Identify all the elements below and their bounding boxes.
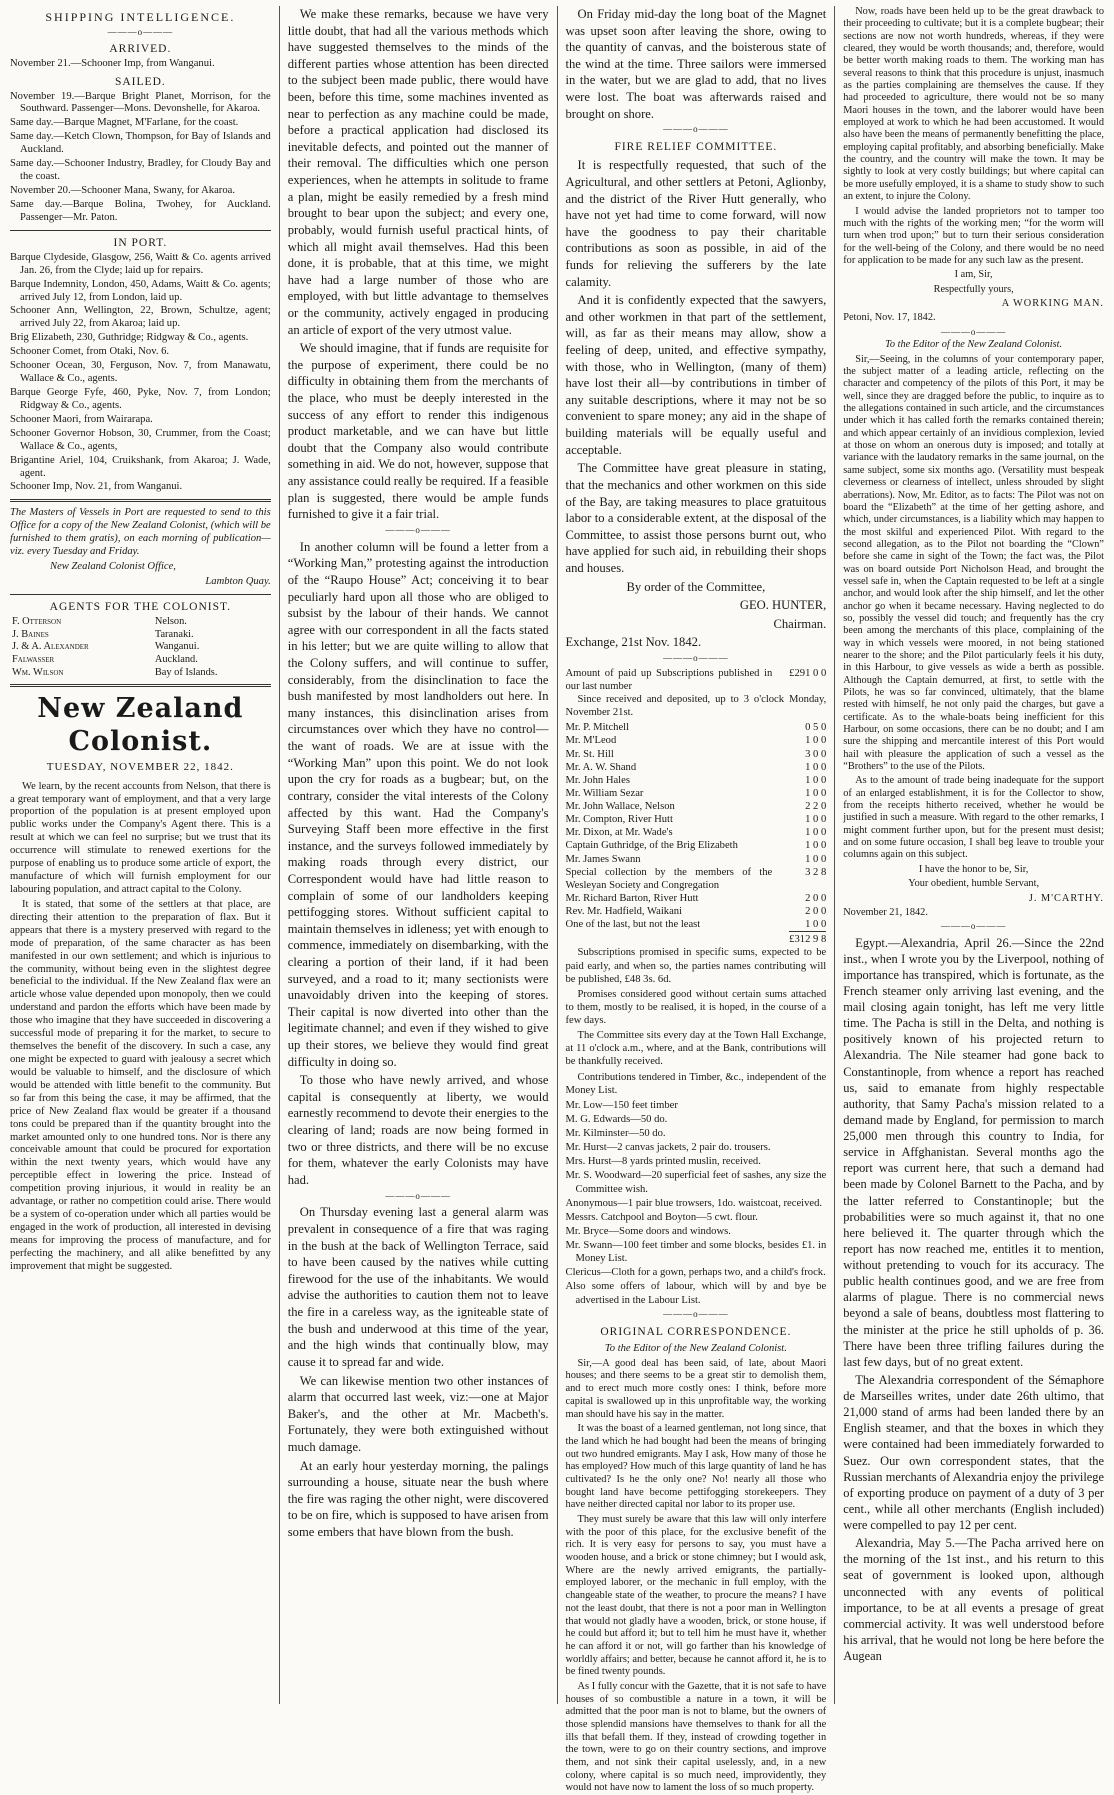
subscription-amount: 3 0 0 — [805, 748, 827, 760]
subscription-row — [566, 892, 827, 905]
sailed-list — [10, 91, 271, 225]
subscription-note: Subscriptions promised in specific sums, expected to be paid early, and when so, the parties names contributing will be published, £48 3s. 6d. — [565, 947, 827, 985]
agent-row — [10, 654, 271, 667]
subscription-row — [566, 813, 827, 826]
letter-date: November 21, 1842. — [843, 906, 928, 918]
dateline: TUESDAY, NOVEMBER 22, 1842. — [46, 761, 234, 774]
sailed-entry: Same day.—Barque Bolina, Twohey, for Auckland. Passenger—Mr. Paton. — [10, 198, 271, 223]
subscription-note: Contributions tendered in Timber, &c., independent of the Money List. — [565, 1071, 827, 1096]
editorial-paragraph: We should imagine, that if funds are requisite for the purpose of experiment, there could be no difficulty in obtaining them from the merchants of the place, who must be deeply interested in the success of any effort to render this indigenous product marketable, and we can have but little doubt that the Company also would contribute something in aid. We do not, however, suppose that any assistance could really be required. If a feasible plan is suggested, there would be ample funds furnished to give it a fair trial. — [287, 341, 549, 522]
divider — [10, 594, 271, 595]
notice-paragraph: And it is confidently expected that the sawyers, and other workmen in that part of the settlement, will, as far as their means may allow, show a feeling of deep, united, and effective sympathy, with those, who in Wellington, (many of them) have lost their all—by contributions in timber of any suitable descriptions, where it may not be so convenient to spare money; any aid in the shape of building materials will be equally useful and acceptable. — [565, 293, 827, 457]
closing: Your obedient, humble Servant, — [908, 878, 1040, 890]
subscriber: Mr. A. W. Shand — [565, 761, 637, 773]
subscription-total-row — [566, 931, 827, 946]
subscription-amount: 1 0 0 — [805, 787, 827, 799]
subscriber: Mr. William Sezar — [565, 787, 644, 799]
column-3 — [565, 6, 827, 1794]
closing: I have the honor to be, Sir, — [918, 863, 1029, 875]
timber-entry: Mr. Swann—100 feet timber and some blocks, besides £1. in Money List. — [565, 1240, 827, 1265]
since-note: Since received and deposited, up to 3 o'clock Monday, November 21st. — [565, 694, 827, 719]
in-port-entry: Schooner Governor Hobson, 30, Crummer, from the Coast; Wallace & Co., agents, — [10, 427, 271, 452]
subscriber: Mr. St. Hill — [565, 748, 614, 760]
news-paragraph: At an early hour yesterday morning, the palings surrounding a house, situate near the bush where the fire was raging the other night, were discovered to be on fire, which is supposed to have arisen from some embers that have blown from the bush. — [287, 1458, 549, 1539]
office-address: Lambton Quay. — [205, 575, 271, 587]
subscriber: Mr. Dixon, at Mr. Wade's — [565, 827, 673, 839]
letter-paragraph: Now, roads have been held up to be the great drawback to their proceeding to cultivate; but it is a complete bugbear; their sections are now not worth hundreds, whereas, if they were cleared, they would be worth thousands; and, therefore, would be better worth making roads to them. The working man has several reasons to think that this procedure is unjust, inasmuch as the parties complaining are themselves the cause. If they had proceeded to agriculture, there would not be so many Maori houses in the town, and the laborer would have been employed at work to which he had been accustomed. It would also have been the means of permanently benefitting the place, employing capital profitably, and absorbing beneficially. Make the country, and the country will make the town. It may be sightly to look at very costly buildings; but where capital can be more usefully employed, it is a shame to study show to such an extent, to injure the Colony. — [843, 6, 1104, 203]
to-editor: To the Editor of the New Zealand Colonist. — [604, 1342, 787, 1354]
subscriber: Mr. James Swann — [565, 853, 641, 865]
timber-entry: Anonymous—1 pair blue trowsers, 1do. waistcoat, received. — [565, 1197, 823, 1209]
subscription-amount: 2 0 0 — [805, 906, 827, 918]
letter-paragraph: I would advise the landed proprietors not to tamper too much with the rights of the working men; “for the worm will turn when trod upon;” but to turn their serious consideration for the well-being of the Colony, and there would be no need for application to be made for any such law as the present. — [843, 205, 1104, 266]
subscriptions-table — [566, 721, 827, 946]
agents-table — [10, 616, 271, 679]
agent-place: Nelson. — [154, 615, 187, 627]
letter-paragraph: Sir,—A good deal has been said, of late, about Maori houses; and there seems to be a great stir to demolish them, and to erect much more costly ones: I think, before more capital is swallowed up in this unprofitable way, the working man should have his say in the matter. — [565, 1357, 827, 1420]
closing: I am, Sir, — [954, 269, 993, 281]
letter-paragraph: As I fully concur with the Gazette, that it is not safe to have houses of so combustible a nature in a town, it will be admitted that the poor man is not to blame, but the owners of those splendid mansions have themselves to thank for all the ills that befall them. If they, instead of crowding together in the town, were to go on their country sections, and improve them, and not sink their capital uselessly, and, in a new colony, where capital is so much need, improvidently, they would not have now to lament the loss of so much property. — [565, 1680, 827, 1794]
amount-table — [566, 667, 827, 693]
exchange-date: Exchange, 21st Nov. 1842. — [565, 635, 702, 650]
subscription-amount: 1 0 0 — [805, 840, 827, 852]
ornament: ———o——— — [385, 524, 451, 535]
subscription-amount: 1 0 0 — [805, 761, 827, 773]
agent-name: J. & A. Alexander — [12, 641, 89, 653]
in-port-entry: Schooner Comet, from Otaki, Nov. 6. — [10, 346, 170, 358]
agent-name: F. Otterson — [12, 615, 62, 627]
subscription-row — [566, 761, 827, 774]
subscription-amount: 1 0 0 — [805, 827, 827, 839]
news-paragraph: Alexandria, May 5.—The Pacha arrived here on the morning of the 1st inst., and his return to this seat of government is looked upon, although unconnected with any events of political importance, to be at all events a presage of great commercial activity. It was well understood before his arrival, that he would not long be here before the Augean — [843, 1536, 1104, 1664]
in-port-entry: Schooner Maori, from Wairarapa. — [10, 413, 153, 425]
column-1 — [10, 6, 271, 1704]
amount-label: Amount of paid up Subscriptions published in our last number — [565, 667, 773, 692]
news-paragraph: On Thursday evening last a general alarm was prevalent in consequence of a fire that was raging in the bush at the back of Wellington Terrace, said to have been caused by the natives while cutting firewood for the use of the inhabitants. We would advise the authorities to caution them not to leave the fire in a careless way, as the igniteable state of the bush and underwood at this time of the year, and the high winds that continually blow, may cause it to spread far and wide. — [287, 1205, 549, 1369]
in-port-entry: Schooner Ann, Wellington, 22, Brown, Schultze, agent; arrived July 22, from Akaroa; laid up. — [10, 305, 271, 330]
sailed-entry: Same day.—Ketch Clown, Thompson, for Bay of Islands and Auckland. — [10, 131, 271, 156]
in-port-entry: Schooner Ocean, 30, Ferguson, Nov. 7, from Manawatu, Wallace & Co., agents. — [10, 360, 271, 385]
office-name: New Zealand Colonist Office, — [50, 561, 176, 573]
divider — [10, 230, 271, 231]
news-paragraph: The Alexandria correspondent of the Sémaphore de Marseilles writes, under date 26th ultimo, that 21,000 stand of arms had been landed there by an English steamer, and that the boxes in which they were contained had been immediately forwarded to Suez. Our own correspondent states, that the Russian merchants of Alexandria enjoy the privilege of exporting produce on payment of a duty of 3 per cent., while all other merchants (English included) were compelled to pay 12 per cent. — [843, 1372, 1104, 1533]
agent-place: Auckland. — [154, 653, 198, 665]
news-paragraph: On Friday mid-day the long boat of the Magnet was upset soon after leaving the shore, owing to the quantity of canvas, and the boisterous state of the wind at the time. Three sailors were immersed in the water, but we are glad to add, that no lives were lost. The boat was afterwards raised and brought on shore. — [565, 7, 827, 121]
subscriber: One of the last, but not the least — [565, 919, 701, 931]
timber-entry: Mrs. Hurst—8 yards printed muslin, received. — [565, 1156, 761, 1168]
agents-heading: AGENTS FOR THE COLONIST. — [49, 600, 232, 613]
subscription-note: The Committee sits every day at the Town Hall Exchange, at 11 o'clock a.m., where, and at the Bank, contributions will be thankfully received. — [565, 1030, 827, 1068]
subscription-amount: 3 2 8 — [805, 866, 827, 878]
agent-row — [10, 667, 271, 680]
timber-entry: Mr. Kilminster—50 do. — [565, 1128, 666, 1140]
sailed-entry: November 20.—Schooner Mana, Swany, for Akaroa. — [10, 185, 235, 196]
ornament: ———o——— — [663, 124, 729, 135]
subscription-row — [566, 918, 827, 931]
subscriber: Mr. Richard Barton, River Hutt — [565, 892, 699, 904]
column-2 — [288, 6, 549, 1704]
leader-paragraph: We learn, by the recent accounts from Nelson, that there is a great temporary want of employment, and that a very large proportion of the population is at present employed upon public works under the Company's Agent there. This is a result at which we can feel no surprise; but we trust that its occurrence will stimulate to renewed exertions for the purpose of enabling us to produce some article of export, the manufacture of which will furnish employment for our labouring population, and attract capital to the Colony. — [10, 780, 271, 896]
subscriber: Mr. Compton, River Hutt — [565, 814, 673, 826]
ornament: ———o——— — [940, 326, 1007, 337]
subscription-note: Promises considered good without certain sums attached to them, mostly to be realised, it is hoped, in the course of a few days. — [565, 988, 827, 1027]
signature: J. M'CARTHY. — [1028, 892, 1104, 904]
subscription-row — [566, 721, 827, 734]
ornament: ———o——— — [663, 1308, 729, 1319]
subscription-row — [566, 866, 827, 892]
subscription-amount: 2 0 0 — [805, 892, 827, 904]
agent-name: J. Baines — [12, 628, 49, 640]
subscriber: Captain Guthridge, of the Brig Elizabeth — [565, 840, 738, 852]
ornament: ———o——— — [107, 26, 174, 37]
news-paragraph: Egypt.—Alexandria, April 26.—Since the 22nd inst., when I wrote you by the Liverpool, nothing of importance has transpired, which is fortunate, as the French steamer only arriving last evening, and the mail closing again tonight, has left me very little time. The Pacha is still in the Delta, and nothing is positively known of his projected return to Alexandria. The Nile steamer had gone back to Constantinople, from whence a report has reached us, said to emanate from highly respectable authority, that Samy Pacha's mission related to a demand made by England, for permission to march 25,000 men through this country to India, for service in Affghanistan. Several months ago the report was current here, that such a demand had been made by Colonel Barnett to the Pacha, and by the latter referred to Constantinople; but the probabilities were so much against it, that no one here believed it. The quarter through which the report has now reached me, entitles it to mention, without pretending to vouch for its accuracy. The public health continues good, and we are free from alarms of plague. There is no commercial news beyond a sale of beans, doubtless most flattering to the minister at the price he still upholds of p. 36. There have been three trifling failures during the last few days, but of no great extent. — [843, 935, 1104, 1369]
subscription-row — [566, 905, 827, 918]
subscription-row — [566, 826, 827, 839]
editorial-paragraph: To those who have newly arrived, and whose capital is consequently at liberty, we would earnestly recommend to devote their energies to the clearing of land; roads are now being formed in two or three districts, and there will be no excuse for them, whatever the early Colonists may have had. — [287, 1073, 549, 1187]
subscription-row — [566, 748, 827, 761]
agent-place: Bay of Islands. — [154, 666, 218, 678]
sailed-heading: SAILED. — [114, 75, 166, 88]
correspondence-heading: ORIGINAL CORRESPONDENCE. — [600, 1325, 792, 1338]
signer-title: Chairman. — [773, 616, 827, 631]
timber-entry: Mr. Low—150 feet timber — [565, 1099, 678, 1111]
arrived-entry: November 21.—Schooner Imp, from Wanganui. — [10, 57, 215, 69]
subscription-total: £312 9 8 — [789, 931, 826, 946]
arrived-heading: ARRIVED. — [109, 42, 172, 55]
in-port-entry: Barque George Fyfe, 460, Pyke, Nov. 7, from London; Ridgway & Co., agents. — [10, 387, 271, 411]
ornament: ———o——— — [663, 652, 729, 663]
notice-paragraph: The Committee have great pleasure in stating, that the mechanics and other workmen on this side of the Bay, are taking measures to place gratuitous labor to a considerable extent, at the disposal of the Committee, to assist those persons burnt out, who have applied for such aid, in rebuilding their shops and houses. — [565, 461, 827, 575]
letter-paragraph: Sir,—Seeing, in the columns of your contemporary paper, the subject matter of a leading article, reflecting on the character and competency of the pilots of this Port, it may be well, since they are dragged before the public, to inquire as to the allegations contained in such article, and the circumstances under which it has called forth the remarks contained therein; and which appear certainly of an invidious complexion, levied at those on whom an onerous duty is imposed; and totally at variance with the laudatory remarks in the same journal, on the same subject, some six months ago. (Versatility must bespeak cleverness or clearness of intellect, unless shrouded by slight aberrations). Now, Mr. Editor, as to facts: The Pilot was not on board the “Elizabeth” at the time of her getting ashore, and which, under circumstances, is a liability which may happen to the most skilful and experienced Pilot. With regard to the second allegation, as to the Pilot not boarding the “Clown” before she came in sight of the Town; the fact was, the Pilot was on board outside Port Nicholson Head, and brought the vessel safe in, when the Captain requested to be left at a single anchor, and would look after the ship himself, and let the other anchor go when it became necessary. Having neglected to do so, possibly the vessel did touch; and frequently has the cry been among the merchants of this place, complaining of the way in which vessels were moored, in not being stationed nearer to the shore; and the Pilot particularly feels it his duty, in this Harbour, to give vessels as wide a berth as possible. Although the Captain demurred, at first, to settle with the Pilots, he was so far convinced, ultimately, that the blame rested with himself, he not only paid the charges, but gave a certificate. As to the whale-boats being inefficient for this Harbour, on some occasions, there can be no doubt; and I am sure the shipping and mercantile interest of this Port would hail with pleasure the application of such a vessel as the “Brothers” to the use of the Pilots. — [843, 353, 1104, 773]
subscription-amount: 0 5 0 — [805, 722, 827, 734]
in-port-entry: Brigantine Ariel, 104, Cruikshank, from Akaroa; J. Wade, agent. — [10, 454, 271, 479]
place-date: Petoni, Nov. 17, 1842. — [843, 312, 936, 324]
agent-place: Taranaki. — [154, 628, 194, 640]
subscription-amount: 1 0 0 — [805, 735, 827, 747]
editorial-paragraph: We make these remarks, because we have very little doubt, that had all the various methods which have suggested themselves to the minds of the different parties whose attention has been directed to the subject been made public, there would have been, before this time, some machines invented as near to perfection as any machine could be made, before a practical application had disclosed its inevitable defects, and pointed out the manner of their removal. The difficulties which one person experiences, when he attempts in solitude to frame a plan, might be easily remedied by a fresh mind brought to bear upon the subject; and every one, probably, would furnish useful practical hints, of which all might avail themselves. Had this been done, it is probable, that at this time, we might have had a large number of those who are employed, with but little advantage to themselves or the community, actively engaged in producing an article of export of the very utmost value. — [287, 7, 549, 337]
subscription-row — [566, 853, 827, 866]
letter-paragraph: It was the boast of a learned gentleman, not long since, that the land which he had bought had been the means of bringing out two hundred emigrants. May I ask, How many of those he has employed? How much of this large quantity of land he has cultivated? Is he the only one? No! nearly all those who bought land have become pettifogging storekeepers. They have neither directed capital nor labor to its proper use. — [565, 1423, 827, 1511]
subscriber: Mr. P. Mitchell — [565, 722, 630, 734]
agent-name: Wm. Wilson — [12, 666, 64, 678]
notice-paragraph: It is respectfully requested, that such of the Agricultural, and other settlers at Petoni, Aglionby, and the district of the River Hutt generally, who have not yet had time to come forward, will now have the goodness to pay their charitable contributions as soon as possible, in aid of the funds for relieving the sufferers by the late calamity. — [565, 158, 827, 289]
sailed-entry: Same day.—Barque Magnet, M'Farlane, for the coast. — [10, 117, 239, 129]
letter-body — [566, 1358, 827, 1795]
signature: A WORKING MAN. — [1001, 297, 1104, 309]
sailed-entry: Same day.—Schooner Industry, Bradley, for Cloudy Bay and the coast. — [10, 158, 271, 183]
subscription-row — [566, 800, 827, 813]
subscription-row — [566, 839, 827, 852]
subscriber: Mr. John Hales — [565, 774, 630, 786]
letter-continued — [843, 6, 1104, 919]
agent-row — [10, 616, 271, 629]
signer-name: GEO. HUNTER, — [739, 598, 827, 613]
ornament: ———o——— — [940, 921, 1007, 932]
subscriber: Mr. John Wallace, Nelson — [565, 801, 675, 813]
column-rule — [557, 6, 558, 1704]
timber-entry: Mr. Bryce—Some doors and windows. — [565, 1225, 731, 1237]
amount-value: £291 0 0 — [789, 667, 827, 679]
letter-paragraph: As to the amount of trade being inadequate for the support of an enlarged establishment, it is for the Collector to show, from the receipts hitherto received, whether he would be justified in such a measure. With regard to the other remarks, I might comment further upon, but for the present must desist; and on some future occasion, I shall beg leave to trouble your columns again on this subject. — [843, 775, 1104, 861]
subscription-amount: 1 0 0 — [805, 919, 827, 931]
timber-entry: M. G. Edwards—50 do. — [565, 1113, 668, 1125]
closing: Respectfully yours, — [933, 283, 1014, 295]
agent-place: Wanganui. — [154, 641, 200, 653]
divider — [10, 499, 271, 502]
to-editor: To the Editor of the New Zealand Colonist. — [885, 339, 1063, 351]
subscription-amount: 1 0 0 — [805, 814, 827, 826]
subscription-row — [566, 787, 827, 800]
ornament: ———o——— — [385, 1190, 451, 1201]
sailed-entry: November 19.—Barque Bright Planet, Morrison, for the Southward. Passenger—Mons. Devonshelle, for Akaroa. — [10, 90, 271, 115]
agent-row — [10, 641, 271, 654]
column-4 — [843, 6, 1104, 1704]
timber-entry: Messrs. Catchpool and Boyton—5 cwt. flour. — [565, 1211, 758, 1223]
in-port-list — [10, 252, 271, 495]
timber-entry: Mr. S. Woodward—20 superficial feet of sashes, any size the Committee wish. — [565, 1170, 827, 1195]
fire-relief-heading: FIRE RELIEF COMMITTEE. — [614, 141, 778, 154]
timber-entry: Also some offers of labour, which will by and bye be advertised in the Labour List. — [565, 1281, 827, 1306]
subscriber: Rev. Mr. Hadfield, Waikani — [565, 906, 683, 918]
in-port-entry: Brig Elizabeth, 230, Guthridge; Ridgway & Co., agents. — [10, 332, 249, 344]
timber-entry: Clericus—Cloth for a gown, perhaps two, and a child's frock. — [565, 1267, 826, 1279]
column-rule — [834, 6, 835, 1704]
subscription-amount: 2 2 0 — [805, 801, 827, 813]
in-port-entry: Schooner Imp, Nov. 21, from Wanganui. — [10, 481, 183, 493]
subscription-amount: 1 0 0 — [805, 774, 827, 786]
in-port-entry: Barque Indemnity, London, 450, Adams, Waitt & Co. agents; arrived July 12, from London, laid up. — [10, 278, 271, 303]
subscriber: Special collection by the members of the Wesleyan Society and Congregation — [565, 866, 773, 891]
column-rule — [279, 6, 280, 1704]
masters-notice: The Masters of Vessels in Port are requested to send to this Office for a copy of the New Zealand Colonist, (which will be furnished to them gratis), on each morning of publication—viz. every Tuesday and Friday. — [10, 507, 271, 558]
masthead: New Zealand Colonist. — [37, 693, 244, 758]
in-port-heading: IN PORT. — [113, 236, 168, 249]
shipping-title: SHIPPING INTELLIGENCE. — [45, 10, 236, 24]
letter-paragraph: They must surely be aware that this law will only interfere with the poor of this place, for the exclusive benefit of the rich. It is very easy for persons to say, you must have a wooden house, and a brick or stone chimney; but I would ask, Where are the newly arrived emigrants, the partially-employed laborer, or the mechanic in full employ, with the changeable state of the weather, to procure the means? I have not the least doubt, that there is not a poor man in Wellington that would not gladly have a wooden, brick, or stone house, if he could but afford it; but to tell him he must have it, whether he can afford it or not, will go farther than his knowledge of worldly affairs; and better, because he cannot afford it, he is to be fined twenty pounds. — [565, 1514, 827, 1678]
by-order: By order of the Committee, — [626, 579, 766, 594]
subscription-amount: 1 0 0 — [805, 853, 827, 865]
subscription-row — [566, 774, 827, 787]
timber-entry: Mr. Hurst—2 canvas jackets, 2 pair do. trousers. — [565, 1142, 771, 1154]
foreign-news — [843, 935, 1104, 1665]
agent-name: Falwasser — [12, 653, 55, 665]
subscriber: Mr. M'Leod — [565, 735, 617, 747]
in-port-entry: Barque Clydeside, Glasgow, 256, Waitt & Co. agents arrived Jan. 26, from the Clyde; laid up for repairs. — [10, 251, 271, 276]
divider — [10, 684, 271, 687]
leader-paragraph: It is stated, that some of the settlers at that place, are directing their attention to the preparation of flax. But it appears that there is a mystery preserved with regard to the mode of preparation, of the same character as has been manifested in our own settlement; and which is injurious to the community, without being even in the slightest degree beneficial to the individual. If the New Zealand flax were an article whose value depended upon monopoly, then we could understand and pardon the efforts which have been made by those who imagine that they have succeeded in discovering a successful mode of preparing it for the market, to secure to themselves the benefit of the discovery. In such a case, any one might be expected to guard with jealousy a secret which would be valuable to himself, and the disclosure of which would be attended with little benefit to the community. But so far from this being the case, it may be affirmed, that the price of New Zealand flax would be greater if a thousand tons could be prepared than if the quantity brought into the market amounted only to one hundred tons. Nor is there any conceivable amount that could be procured for exportation within the next twenty years, which would have any perceptible effect in lowering the price. Instead of competition proving injurious, it would in reality be an advantage, or rather no competition could arise. There would be a system of co-operation under which all parties would be engaged in the work of production, all interested in devising means for improving the process of manufacture, and for perfecting the machinery, and all alike benefitted by any improvement that might be suggested. — [10, 898, 271, 1272]
agent-row — [10, 629, 271, 642]
editorial-paragraph: In another column will be found a letter from a “Working Man,” protesting against the introduction of the “Raupo House” Act; conceiving it to bear peculiarly hard upon all those who are obliged to subsist by the labour of their hands. We cannot agree with our correspondent in all the facts stated in his letter; but we are quite willing to allow that the Colony suffers, and will continue to suffer, considerably, from the disinclination to face the bush manifested by most landholders out here. In many instances, this disinclination arises from circumstances over which they have no control—the want of roads. We are at issue with the “Working Man” upon this point. We do not look upon the cry for roads as a bugbear; but, on the contrary, consider the vital interests of the Colony affected by this want. Had the Company's Surveying Staff been more effective in the first instance, and the surveys followed immediately by making roads through every district, our Correspondent would have had little reason to complain of some of our landholders keeping pettifogging stores. Without sufficient capital to maintain themselves in idleness; yet with enough to commence, immediately on disembarking, with the clearing a portion of their land, if it had been surveyed, and a road to it; many sectionists were unavoidably driven into the keeping of stores. Their capital is now diverted into other than the legitimate channel; and even if they wished to give up their stores, we believe they would find great difficulty in doing so. — [287, 539, 549, 1069]
subscription-row — [566, 734, 827, 747]
subscriptions-block — [566, 667, 827, 1307]
news-paragraph: We can likewise mention two other instances of alarm that occurred last week, viz:—one at Major Baker's, and the other at Mr. Macbeth's. Fortunately, they were both extinguished without much damage. — [287, 1373, 549, 1454]
